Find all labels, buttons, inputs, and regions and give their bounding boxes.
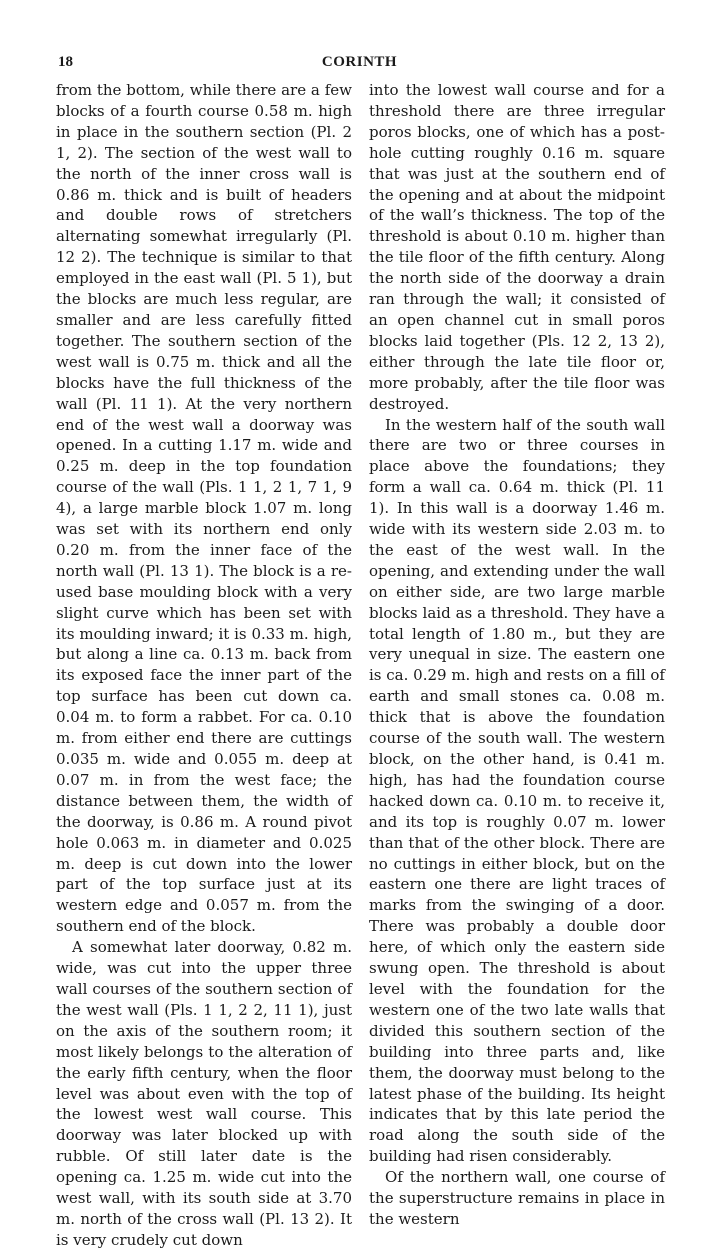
right-column [369,80,665,1230]
running-head: CORINTH [321,54,398,70]
paragraph: into the lowest wall course and for a threshold there are three irregular poros blocks, one of which has a post-hole cutting roughly 0.16 m. square that was just at the southern end of the opening and at about the midpoint of the wall’s thickness. The top of the threshold is about 0.10 m. higher than the tile floor of the fifth century. Along the north side of the doorway a drain ran through the wall; it consisted of an open channel cut in small poros blocks laid together (Pls. 12 2, 13 2), either through the late tile floor or, more probably, after the tile floor was destroyed. [369,81,665,413]
paragraph: In the western half of the south wall there are two or three courses in place above the foundations; they form a wall ca. 0.64 m. thick (Pl. 11 1). In this wall is a doorway 1.46 m. wide with its western side 2.03 m. to the east of the west wall. In the opening, and extending under the wall on either side, are two large marble blocks laid as a threshold. They have a total length of 1.80 m., but they are very unequal in size. The eastern one is ca. 0.29 m. high and rests on a fill of earth and small stones ca. 0.08 m. thick that is above the foundation course of the south wall. The western block, on the other hand, is 0.41 m. high, has had the foundation course hacked down ca. 0.10 m. to receive it, and its top is roughly 0.07 m. lower than that of the other block. There are no cuttings in either block, but on the eastern one there are light traces of marks from the swinging of a door. There was probably a double door here, of which only the eastern side swung open. The threshold is about level with the foundation for the western one of the two late walls that divided this southern section of the building into three parts and, like them, the doorway must belong to the latest phase of the building. Its height indicates that by this late period the road along the south side of the building had risen considerably. [369,415,665,1166]
paragraph: from the bottom, while there are a few blocks of a fourth course 0.58 m. high in place in the southern section (Pl. 2 1, 2). The section of the west wall to the north of the inner cross wall is 0.86 m. thick and is built of headers and double rows of stretchers alternating somewhat irregularly (Pl. 12 2). The technique is similar to that employed in the east wall (Pl. 5 1), but the blocks are much less regular, are smaller and are less carefully fitted together. The southern section of the west wall is 0.75 m. thick and all the blocks have the full thickness of the wall (Pl. 11 1). At the very northern end of the west wall a doorway was opened. In a cutting 1.17 m. wide and 0.25 m. deep in the top foundation course of the wall (Pls. 1 1, 2 1, 7 1, 9 4), a large marble block 1.07 m. long was set with its northern end only 0.20 m. from the inner face of the north wall (Pl. 13 1). The block is a re-used base moulding block with a very slight curve which has been set with its moulding inward; it is 0.33 m. high, but along a line ca. 0.13 m. back from its exposed face the inner part of the top surface has been cut down ca. 0.04 m. to form a rabbet. For ca. 0.10 m. from either end there are cuttings 0.035 m. wide and 0.055 m. deep at 0.07 m. in from the west face; the distance between them, the width of the doorway, is 0.86 m. A round pivot hole 0.063 m. in diameter and 0.025 m. deep is cut down into the lower part of the top surface just at its western edge and 0.057 m. from the southern end of the block. [56,81,352,936]
paragraph: Of the northern wall, one course of the superstructure remains in place in the western [369,1168,665,1228]
page-number: 18 [58,54,73,70]
left-column [56,80,352,1251]
paragraph: A somewhat later doorway, 0.82 m. wide, was cut into the upper three wall courses of the southern section of the west wall (Pls. 1 1, 2 2, 11 1), just on the axis of the southern room; it most likely belongs to the alteration of the early fifth century, when the floor level was about even with the top of the lowest west wall course. This doorway was later blocked up with rubble. Of still later date is the opening ca. 1.25 m. wide cut into the west wall, with its south side at 3.70 m. north of the cross wall (Pl. 13 2). It is very crudely cut down [56,938,352,1249]
